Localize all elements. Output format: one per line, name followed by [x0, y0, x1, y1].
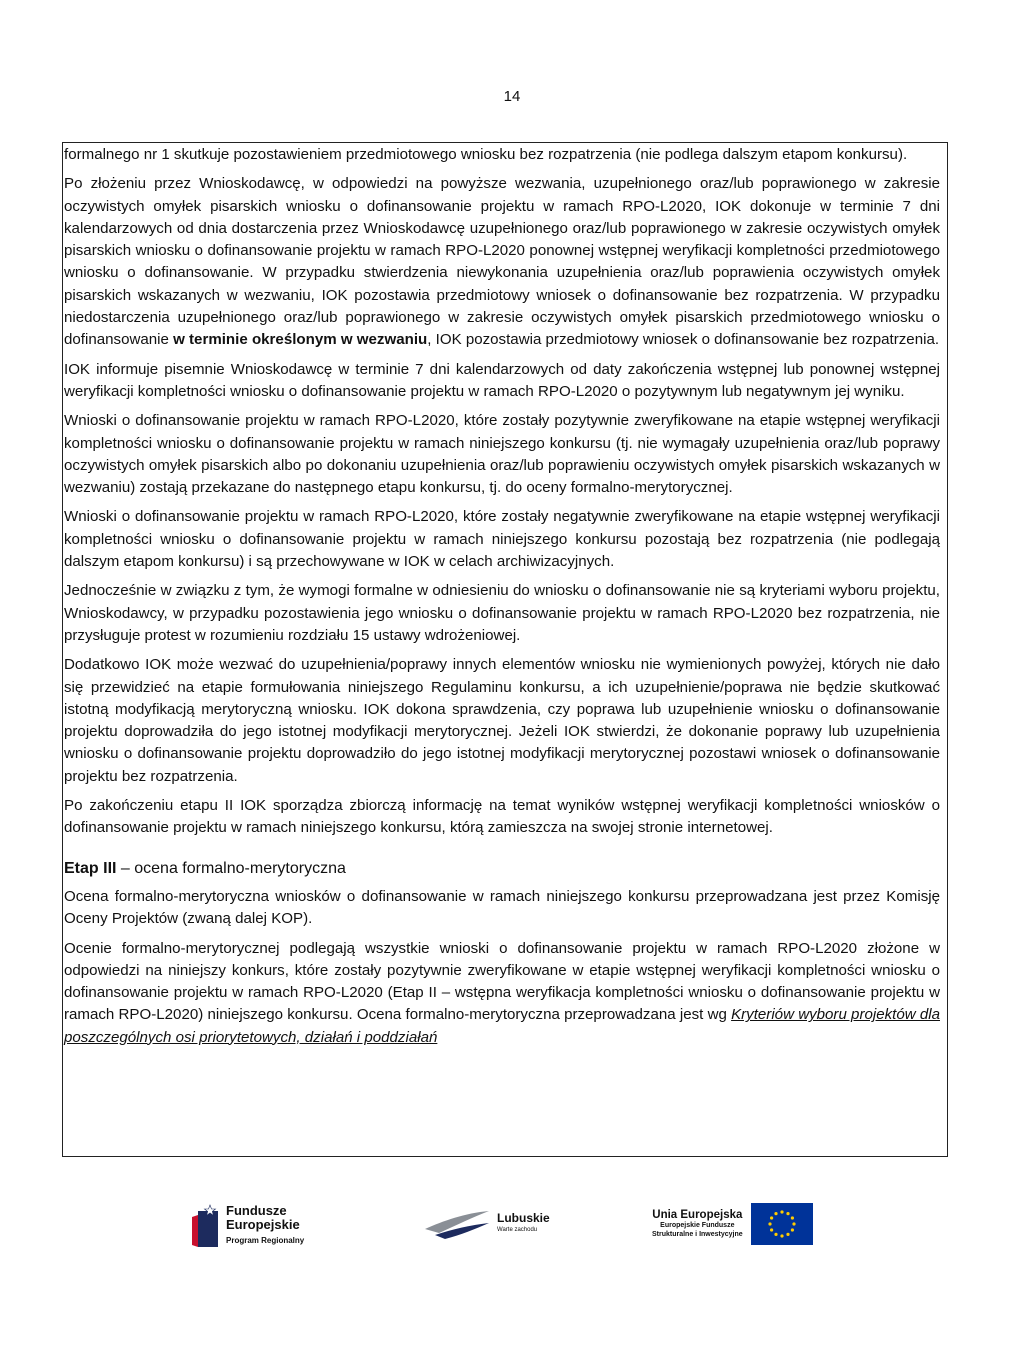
paragraph-negative-verification: Wnioski o dofinansowanie projektu w ramach RPO-L2020, które zostały negatywnie zweryfikowane na etapie wstępnej weryfikacji kompletności wniosku o dofinansowanie projektu w ramach niniejszego konkursu pozostają bez rozpatrzenia (nie podlegają dalszym etapom konkursu) i są przechowywane w IOK w celach archiwizacyjnych.: [64, 508, 940, 571]
lubuskie-tagline: Warte zachodu: [497, 1227, 538, 1233]
fe-line1: Fundusze: [226, 1203, 287, 1218]
lubuskie-swoosh-icon: [425, 1207, 489, 1241]
ue-line3: Strukturalne i Inwestycyjne: [652, 1231, 743, 1238]
paragraph-formal-continuation: formalnego nr 1 skutkuje pozostawieniem przedmiotowego wniosku bez rozpatrzenia (nie podlega dalszym etapom konkursu).: [64, 146, 908, 163]
paragraph-positive-verification: Wnioski o dofinansowanie projektu w ramach RPO-L2020, które zostały pozytywnie zweryfikowane na etapie wstępnej weryfikacji kompletności wniosku o dofinansowanie projektu w ramach niniejszego konkursu (tj. nie wymagały uzupełnienia oraz/lub poprawy oczywistych omyłek pisarskich albo po dokonaniu uzupełnienia oraz/lub poprawieniu oczywistych omyłek pisarskich wskazanych w wezwaniu) zostają przekazane do następnego etapu konkursu, tj. do oceny formalno-merytorycznej.: [64, 412, 940, 497]
ue-line1: Unia Europejska: [652, 1209, 743, 1221]
footer-logos: [0, 1195, 1024, 1275]
ue-line2: Europejskie Fundusze: [660, 1222, 735, 1229]
paragraph-resubmission: [64, 173, 940, 351]
paragraph-evaluation: [64, 938, 940, 1049]
eu-flag-icon: [751, 1203, 813, 1245]
paragraph-text: , IOK pozostawia przedmiotowy wniosek o dofinansowanie bez rozpatrzenia.: [427, 331, 940, 349]
fe-line2: Europejskie: [226, 1217, 300, 1232]
section-heading-bold: Etap III: [64, 859, 117, 877]
paragraph-text: Ocenie formalno-merytorycznej podlegają wszystkie wnioski o dofinansowanie projektu w ramach RPO-L2020 złożone w odpowiedzi na niniejszy konkurs, które zostały pozytywnie zweryfikowane w etapie wstępnej weryfikacji kompletności wniosku o dofinansowanie projektu w ramach RPO-L2020 (Etap II – wstępna weryfikacja kompletności wniosku o dofinansowanie projektu w ramach RPO-L2020) niniejszego konkursu. Ocena formalno-merytoryczna przeprowadzana jest wg: [64, 939, 940, 1024]
page-number: 14: [503, 88, 521, 105]
paragraph-italic-text: Kryteriów wyboru projektów dla poszczególnych osi priorytetowych, działań i poddziałań: [64, 1006, 940, 1046]
fe-flag-icon: [192, 1203, 218, 1249]
paragraph-notification: IOK informuje pisemnie Wnioskodawcę w terminie 7 dni kalendarzowych od daty zakończenia wstępnej lub ponownej wstępnej weryfikacji kompletności wniosku o dofinansowanie projektu w ramach RPO-L2020 o pozytywnym lub negatywnym jej wyniku.: [64, 360, 940, 400]
paragraph-bold-text: w terminie określonym w wezwaniu: [173, 331, 428, 349]
paragraph-summary-info: Po zakończeniu etapu II IOK sporządza zbiorczą informację na temat wyników wstępnej weryfikacji kompletności wniosków o dofinansowanie projektu w ramach niniejszego konkursu, którą zamieszcza na swojej stronie internetowej.: [64, 797, 940, 837]
logo-fundusze-europejskie: [192, 1203, 304, 1249]
logo-unia-europejska: [652, 1203, 813, 1245]
paragraph-no-protest: Jednocześnie w związku z tym, że wymogi formalne w odniesieniu do wniosku o dofinansowanie nie są kryteriami wyboru projektu, Wnioskodawcy, w przypadku pozostawienia jego wniosku o dofinansowanie projektu w ramach RPO-L2020 bez rozpatrzenia, nie przysługuje protest w rozumieniu rozdziału 15 ustawy wdrożeniowej.: [64, 582, 940, 644]
lubuskie-name: Lubuskie: [497, 1211, 550, 1225]
frame-bottom-border: [62, 1156, 948, 1157]
fe-line3: Program Regionalny: [226, 1236, 305, 1245]
paragraph-additional-corrections: Dodatkowo IOK może wezwać do uzupełnienia/poprawy innych elementów wniosku nie wymienionych powyżej, których nie dało się przewidzieć na etapie formułowania niniejszego Regulaminu konkursu, a ich uzupełnienie/poprawa nie będzie skutkować istotną modyfikacją merytoryczną wniosku. IOK dokona sprawdzenia, czy poprawa lub uzupełnienie wniosku o dofinansowanie projektu doprowadziła do jego istotnej modyfikacji merytorycznej. Jeżeli IOK stwierdzi, że dokonanie poprawy lub uzupełnienia wniosku o dofinansowanie projektu doprowadziło do jego istotnej modyfikacji merytorycznej pozostawi wniosek o dofinansowanie projektu bez rozpatrzenia.: [64, 656, 940, 785]
section-heading: [64, 858, 940, 880]
paragraph-kop: Ocena formalno-merytoryczna wniosków o dofinansowanie w ramach niniejszego konkursu przeprowadzana jest przez Komisję Oceny Projektów (zwaną dalej KOP).: [64, 887, 940, 928]
logo-lubuskie: [425, 1207, 550, 1241]
paragraph-text: Po złożeniu przez Wnioskodawcę, w odpowiedzi na powyższe wezwania, uzupełnionego oraz/lub poprawionego w zakresie oczywistych omyłek pisarskich wniosku o dofinansowanie projektu w ramach RPO-L2020, IOK dokonuje w terminie 7 dni kalendarzowych od dnia dostarczenia przez Wnioskodawcę uzupełnionego oraz/lub poprawionego w zakresie oczywistych omyłek pisarskich wniosku o dofinansowanie projektu w ramach RPO-L2020 ponownej wstępnej weryfikacji kompletności przedmiotowego wniosku o dofinansowanie. W przypadku stwierdzenia niewykonania uzupełnienia oraz/lub poprawienia oczywistych omyłek pisarskich wskazanych w wezwaniu, IOK pozostawia przedmiotowy wniosek o dofinansowanie bez rozpatrzenia. W przypadku niedostarczenia uzupełnionego oraz/lub poprawionego w zakresie oczywistych omyłek pisarskich przedmiotowego wniosku o dofinansowanie: [64, 175, 940, 349]
section-heading-rest: – ocena formalno-merytoryczna: [116, 859, 346, 877]
document-body: [64, 144, 940, 1049]
